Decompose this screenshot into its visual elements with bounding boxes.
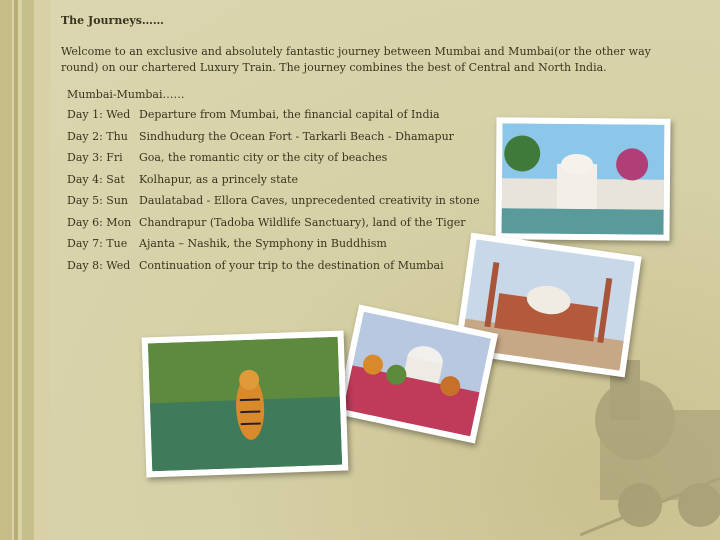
itinerary-row [67, 259, 480, 281]
intro-paragraph: Welcome to an exclusive and absolutely fantastic journey between Mumbai and Mumbai(or the other way round) on our chartered Luxury Train. The journey combines the best of Central and North India. [61, 45, 651, 74]
itinerary-desc: Sindhudurg the Ocean Fort - Tarkarli Beach - Dhamapur [139, 129, 454, 143]
itinerary-day: Day 5: Sun [67, 194, 128, 207]
left-decorative-stripe [0, 0, 50, 540]
itinerary-desc: Daulatabad - Ellora Caves, unprecedented creativity in stone [139, 194, 480, 207]
itinerary-desc: Departure from Mumbai, the financial capital of India [139, 108, 440, 121]
itinerary-day: Day 8: Wed [67, 258, 131, 272]
itinerary-desc: Continuation of your trip to the destination of Mumbai [139, 258, 444, 272]
itinerary-row [67, 216, 480, 238]
itinerary-list [67, 108, 480, 280]
itinerary-day: Day 6: Mon [67, 215, 132, 229]
itinerary-row [67, 108, 480, 130]
itinerary-row [67, 194, 480, 216]
itinerary-desc: Chandrapur (Tadoba Wildlife Sanctuary), land of the Tiger [139, 215, 466, 229]
page-title: The Journeys…… [61, 14, 164, 27]
palace-photo [495, 117, 670, 241]
itinerary-day: Day 4: Sat [67, 172, 125, 186]
tiger-photo [142, 331, 349, 478]
route-heading: Mumbai-Mumbai…… [67, 88, 185, 101]
itinerary-desc: Kolhapur, as a princely state [139, 172, 298, 186]
itinerary-row [67, 173, 480, 195]
itinerary-day: Day 2: Thu [67, 129, 128, 143]
itinerary-desc: Goa, the romantic city or the city of beaches [139, 151, 388, 164]
itinerary-desc: Ajanta – Nashik, the Symphony in Buddhism [139, 237, 387, 250]
itinerary-day: Day 7: Tue [67, 237, 128, 250]
itinerary-row [67, 130, 480, 152]
left-rail-line [14, 0, 18, 540]
itinerary-row [67, 151, 480, 173]
itinerary-day: Day 1: Wed [67, 108, 131, 121]
itinerary-row [67, 237, 480, 259]
itinerary-day: Day 3: Fri [67, 151, 123, 164]
